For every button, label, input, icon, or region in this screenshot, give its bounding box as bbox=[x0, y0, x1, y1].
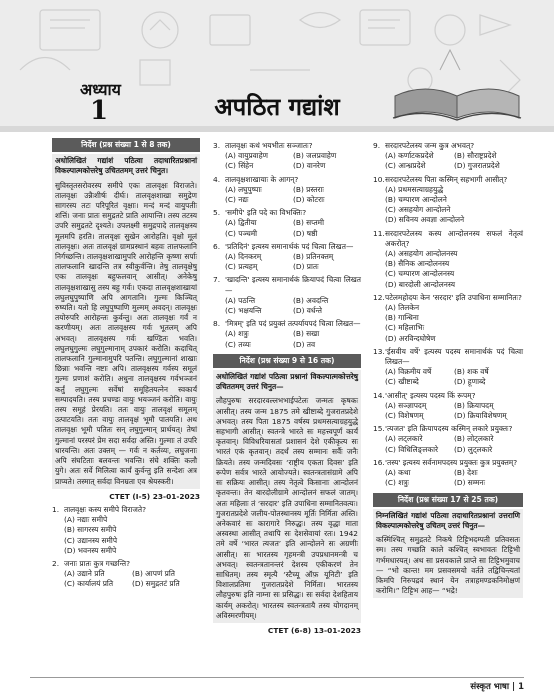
question-item bbox=[213, 319, 361, 350]
instruction-heading: निर्देश (प्रश्न संख्या 1 से 8 तक) bbox=[52, 138, 200, 152]
answer-option: (C) कार्यालयं प्रति bbox=[64, 579, 114, 589]
answer-option: (D) क्रियाविशेषणम् bbox=[454, 411, 507, 421]
chapter-title: अपठित गद्यांश bbox=[214, 93, 340, 121]
question-item bbox=[373, 424, 523, 455]
question-item bbox=[373, 141, 523, 172]
footer-rule bbox=[30, 677, 524, 678]
answer-option: (A) सञ्ज्ञापदम् bbox=[385, 400, 427, 410]
answer-options bbox=[373, 468, 523, 488]
question-text: तालवृक्षशाखायाः के आगन्? bbox=[225, 174, 299, 184]
question-text: 'ईसवीय वर्षे' इत्यस्य पदस्य समानार्थकं पदं चित्वा लिखत— bbox=[385, 346, 523, 367]
question-text: 'प्रतिदिनं' इत्यस्य समानार्थकं पदं चित्वा लिखत— bbox=[225, 241, 354, 251]
answer-options bbox=[373, 367, 523, 387]
question-stem bbox=[213, 275, 361, 295]
answer-option: (A) दिनकरम् bbox=[225, 252, 262, 262]
column-3 bbox=[373, 138, 523, 598]
answer-option: (A) शत्रुः bbox=[225, 329, 249, 339]
answer-options bbox=[373, 185, 523, 226]
question-number: 3. bbox=[213, 141, 221, 150]
question-text: तालवृक्षः कथं भयभीतः सञ्जातः? bbox=[225, 141, 313, 150]
answer-option: (C) पञ्चमी bbox=[225, 228, 258, 238]
answer-option: (A) लघुपुष्पाः bbox=[225, 184, 262, 194]
answer-options bbox=[373, 401, 523, 421]
answer-options bbox=[213, 185, 361, 205]
question-number: 6. bbox=[213, 241, 221, 251]
answer-option: (B) सखा bbox=[293, 329, 320, 339]
answer-option: (C) चम्पारण आन्दोलनस्य bbox=[385, 269, 455, 279]
question-text: 'समीपे' इति पदे का विभक्तिः? bbox=[225, 208, 307, 218]
answer-option: (A) विक्रमीय वर्षे bbox=[385, 367, 432, 377]
answer-option: (C) भक्षयन्ति bbox=[225, 306, 262, 316]
answer-option: (D) सविनय अवज्ञा आन्दोलने bbox=[385, 215, 465, 225]
answer-option: (C) नद्यः bbox=[225, 195, 249, 205]
answer-option: (D) षष्ठी bbox=[293, 228, 318, 238]
question-text: 'खादन्ति' इत्यस्य समानार्थकं क्रियापदं चित्वा लिखत— bbox=[225, 275, 361, 295]
question-item bbox=[52, 559, 200, 590]
answer-option: (D) वानरेण bbox=[293, 161, 326, 171]
question-number: 13. bbox=[373, 346, 385, 356]
chapter-banner bbox=[0, 0, 554, 132]
answer-option: (D) बारदोली आन्दोलनस्य bbox=[385, 279, 456, 289]
question-stem bbox=[52, 559, 200, 569]
answer-option: (B) शक वर्षे bbox=[454, 367, 489, 377]
question-list bbox=[213, 141, 361, 350]
answer-option: (B) लोट्लकारे bbox=[454, 434, 494, 444]
passage-intro: अधोलिखितं गद्यांशं पठित्वा प्रश्नानां विकल्पात्मकोत्तरेषु उचिततमम् उत्तरं चिनुत— bbox=[213, 370, 361, 394]
question-number: 16. bbox=[373, 457, 385, 467]
answer-option: (D) प्रातः bbox=[293, 262, 319, 272]
question-number: 14. bbox=[373, 390, 385, 400]
question-text: तालवृक्षः कस्य समीपे विराजते? bbox=[64, 504, 147, 514]
passage-text: सुविस्तृतसरोवरस्य समीपे एकः तालवृक्षः विराजते। तालवृक्षः उन्नैःशीर्षः दीर्घः। तालवृक्षशाखा समुद्रेण सागरस्य तटः परिपूरितं वृक्षाः। मन्दं मन्दं वायुपतीः शत्तिं। जनाः प्रातः समुद्रतटे प्राति आयान्ति। तस्य तटस्य उपरि समुद्रतटे दृश्यते। उपलक्ष्मी समुद्रपादे तालवृक्षस्य मूलमपि हरति। तालवृक्षः सुखेन आरोहति। वृक्षो मूलं तालवृक्षः। अतः तालवृक्षं ग्रामप्रस्थानं बहवः तालफलानि निर्गच्छन्ति। तालवृक्षशाखामुपरि आरोहन्ति कृष्णा सर्पाः तालफलानि खादन्ति तत्र स्वीकुर्वन्ति। तेषु तालवृक्षेषु एकः तालवृक्षः बहुफलवान् आसीत्। अनेकेषु तालवृक्षशाखासु तस्य बहु गर्वः। एकदा तालवृक्षशाखायां लघुलघुपुष्पाणि अपि आगतानि। गुल्मः किञ्चित् रुष्यति। यतो हि लघुपुष्पाणि मुल्मम् अवदन्। तालवृक्षः तयोरुपरि आरोहन्तः कुर्वन्तु। अतः तालवृक्षः गर्वं न करणीयम्। अतः तालवृक्षस्य गर्वः भूतलम् अपि अभवत्। तालवृक्षस्य गर्वः खण्डितः भवति। लघुलघुगुल्मः लघुगुल्मानाम् उपकारं करोति। कदाचित् तालफलानि गुल्मानामुपरि पतन्ति। लघुगुल्मानां शाखाः छिन्नाः भवन्ति नष्टाः अपि। तालवृक्षस्य गर्वस्य समूलं गुल्मः प्रणाशं करोति। अधुना तालवृक्षस्य गर्वभञ्जनं कर्तुं लघुगुल्मः सर्वेषां समूहितयत्नेन स्वकार्यं सम्पादयति। तस्य प्रचण्डः वायुः भयञ्जनं करोति। वायुः तस्य समूहं प्रेरयति। ततः वायुः तालवृक्षं समूलम् उत्पाटयति। ततः वायुः तालवृक्षं भूमौ पातयति। अथ तालवृक्षः भूमौ पतितः सन् लघुगुल्मान् प्रार्थयत्। तेषां गुल्मानां परस्परं प्रेम सदा सर्वदा अस्ति। गुल्माः तं उपरि धारयन्ति। अतः उक्तम् — गर्वः न कर्तव्यः, लघुजनाः अपि संघटिताः बलवन्तः भवन्ति। संघे शक्तिः कलौ युगे। अतः सर्वे मिलित्वा कार्यं कुर्वन्तु इति सन्देशः अत्र प्राप्यते। तस्मात् सर्वदा विनम्रता एव श्रेयस्करी। bbox=[52, 179, 200, 489]
answer-option: (C) उद्यानस्य समीपे bbox=[64, 535, 118, 545]
instruction-heading: निर्देश (प्रश्न संख्या 17 से 25 तक) bbox=[373, 493, 523, 507]
question-stem bbox=[213, 175, 361, 185]
question-stem bbox=[373, 424, 523, 434]
question-number: 9. bbox=[373, 141, 381, 150]
instruction-heading: निर्देश (प्रश्न संख्या 9 से 16 तक) bbox=[213, 354, 361, 368]
question-stem bbox=[213, 208, 361, 218]
question-stem bbox=[373, 229, 523, 249]
answer-option: (B) चम्पारण आन्दोलने bbox=[385, 195, 447, 205]
question-text: सरदारपटेलस्य जन्म कुत्र अभवत्? bbox=[385, 141, 475, 150]
chapter-number: 1 bbox=[90, 96, 109, 126]
question-stem bbox=[213, 141, 361, 151]
passage-intro: अधोलिखितं गद्यांशं पठित्वा तदाधारितप्रश्नानां विकल्पात्मकोत्तरेषु उचिततमम् उत्तरं चिनुत। bbox=[52, 154, 200, 178]
answer-option: (B) क्रियापदम् bbox=[454, 400, 494, 410]
passage-text: लौहपुरुषः सरदारवल्लभभाईपटेलः जन्मतः कृषकः आसीत्। तस्य जन्म 1875 तमे खीष्टाब्दे गुजरातप्रदेशे अभवत्। तस्य पिता 1875 वर्षस्य प्रथमसत्याग्रहयुद्धे सहभागी आसीत्। स्वतन्त्रे भारते सः महत्त्वपूर्णं कार्यं कृतवान्। विविधरियासतां प्रशासनं देशे एकीकृत्य सः भारतं एकं कृतवान्। तदर्थं तस्य सम्मानः सर्वैः जनैः क्रियते। तस्य जन्मदिवसः ‘राष्ट्रीय एकता दिवस’ इति रूपेण सर्वत्र भारते आयोज्यते। स्वतन्त्रतासंग्रामे अपि सः सक्रियः आसीत्। तस्य नेतृत्वे किसानाः आन्दोलनं कृतवन्तः। तेन बारदोलीग्रामे आन्दोलनं सफलं जातम्। अतः महिलाः तं ‘सरदार’ इति उपाधिना सम्मानितवत्यः। गुजरातप्रदेशे जलीय-पोतस्थानस्य मूर्तिः निर्मिता अस्ति। अनेकवारं सः कारागारे निरुद्धः। तस्य वृद्धा माता अस्वस्था आसीत् तथापि सः देशसेवायां रतः। 1942 तमे वर्षे ‘भारत त्यजत’ इति आन्दोलने सः अग्रणीः आसीत्। सः भारतस्य गृहमन्त्री उपप्रधानमन्त्री च अभवत्। स्वतन्त्रतानन्तरं देशस्य एकीकरणं तेन साधितम्। तस्य स्मृत्यै ‘स्टैच्यू ऑफ़ यूनिटी’ इति विशालप्रतिमा गुजरातप्रदेशे निर्मिता। भारतस्य लौहपुरुषः इति नाम्ना सः प्रसिद्धः। सः सर्वदा देशहिताय कार्यम् अकरोत्। भारतस्य स्वतन्त्रतायै तस्य योगदानम् अविस्मरणीयम्। bbox=[213, 394, 361, 622]
question-number: 1. bbox=[52, 504, 60, 514]
question-text: 'आसीत्' इत्यस्य पदस्य किं रूपम्? bbox=[385, 390, 476, 400]
question-stem bbox=[373, 175, 523, 185]
question-text: पटेलमहोदयः केन 'सरदार' इति उपाधिना सम्मानितः? bbox=[385, 292, 522, 302]
answer-options bbox=[373, 151, 523, 171]
answer-option: (A) तिलकेन bbox=[385, 303, 420, 313]
question-list bbox=[373, 141, 523, 489]
question-number: 8. bbox=[213, 319, 221, 329]
question-item bbox=[373, 458, 523, 489]
answer-options bbox=[213, 151, 361, 171]
question-number: 5. bbox=[213, 208, 221, 218]
question-number: 12. bbox=[373, 292, 385, 302]
question-text: जनाः प्रातः कुत्र गच्छन्ति? bbox=[64, 558, 131, 568]
source-citation: CTET (I-5) 23-01-2023 bbox=[109, 491, 200, 501]
question-item bbox=[373, 175, 523, 226]
answer-option: (A) लट्लकारे bbox=[385, 434, 423, 444]
answer-option: (C) महिलाभिः bbox=[385, 323, 425, 333]
answer-option: (A) कथा bbox=[385, 468, 411, 478]
question-text: 'मित्रम्' इति पदं प्रयुक्तं तत्पर्यायपदं चित्वा लिखत— bbox=[225, 319, 361, 329]
answer-option: (B) प्रतिनक्तम् bbox=[293, 252, 334, 262]
answer-options bbox=[213, 329, 361, 349]
question-stem bbox=[213, 319, 361, 329]
answer-option: (A) पठन्ति bbox=[225, 295, 256, 305]
answer-option: (D) सम्मनः bbox=[454, 478, 486, 488]
answer-option: (D) गुजरातप्रदेशे bbox=[454, 161, 500, 171]
answer-options bbox=[52, 569, 200, 589]
answer-options bbox=[213, 252, 361, 272]
answer-option: (A) उद्याने प्रति bbox=[64, 569, 105, 579]
question-item bbox=[373, 229, 523, 290]
page-footer bbox=[470, 681, 524, 692]
answer-option: (B) अवदन्ति bbox=[293, 295, 329, 305]
answer-options bbox=[213, 218, 361, 238]
question-text: 'तस्य' इत्यस्य सर्वनामपदस्य प्रयुक्तः कुत्र प्रयुक्तम्? bbox=[385, 457, 518, 467]
answer-option: (A) असहयोग आन्दोलनस्य bbox=[385, 249, 458, 259]
answer-option: (A) नद्याः समीपे bbox=[64, 515, 108, 525]
answer-option: (C) शत्रुः bbox=[385, 478, 409, 488]
question-number: 2. bbox=[52, 558, 60, 568]
answer-option: (B) जलप्रवाहेण bbox=[293, 151, 337, 161]
question-item bbox=[373, 391, 523, 422]
answer-option: (D) लुट्लकारे bbox=[454, 444, 493, 454]
question-text: सरदारपटेलस्य कस्य आन्दोलनस्य सफलं नेतृत्वं अकरोत्? bbox=[385, 228, 523, 248]
question-item bbox=[213, 275, 361, 316]
footer-subject-page: संस्कृत भाषा | 1 bbox=[470, 682, 524, 692]
answer-option: (D) हूणाब्दे bbox=[454, 377, 486, 387]
question-stem bbox=[373, 347, 523, 367]
question-item bbox=[213, 242, 361, 273]
answer-option: (A) वायुप्रवाहेण bbox=[225, 151, 268, 161]
question-number: 10. bbox=[373, 174, 385, 184]
answer-option: (B) सप्तमी bbox=[293, 218, 325, 228]
passage-intro: निम्नलिखितं गद्यांशं पठित्वा तदाधारितप्रश्नानां उत्तराणि विकल्पात्मकोत्तरेषु उचितम् उत्तरं चिनुत— bbox=[373, 509, 523, 533]
answer-option: (C) विधिलिङ्लकारे bbox=[385, 444, 439, 454]
answer-option: (A) द्वितीया bbox=[225, 218, 257, 228]
answer-option: (D) अरविन्दघोषेण bbox=[385, 333, 436, 343]
column-1 bbox=[52, 138, 200, 590]
answer-option: (C) सिंहेन bbox=[225, 161, 254, 171]
question-number: 15. bbox=[373, 424, 385, 434]
answer-option: (B) देशः bbox=[454, 468, 478, 478]
chapter-label: अध्याय bbox=[80, 80, 121, 99]
source-citation: CTET (6-8) 13-01-2023 bbox=[267, 625, 361, 635]
question-item bbox=[52, 505, 200, 556]
question-text: 'त्यजत' इति क्रियापदस्य कस्मिन् लकारे प्रयुक्तः? bbox=[385, 424, 513, 434]
answer-option: (B) प्रस्तराः bbox=[293, 184, 324, 194]
answer-option: (D) वर्धन्ते bbox=[293, 306, 322, 316]
answer-option: (D) समुद्रतटं प्रति bbox=[132, 579, 180, 589]
column-2 bbox=[213, 138, 361, 639]
answer-option: (D) कोटराः bbox=[293, 195, 325, 205]
answer-option: (C) प्रत्यहम् bbox=[225, 262, 258, 272]
passage-text: कस्मिंश्चित् समुद्रतटे निकषे टिट्टिभदम्पती प्रतिवसतः स्म। तस्य गच्छति काले कश्चित् स्वभावतः टिट्टिभी गर्भमधारयत्। अथ सा प्रसवकाले प्राप्ते सा टिट्टिभमुवाच— “भो कान्त! मम प्रसवसमयो वर्तते तद्विचिन्त्यतां किमपि निरुपद्रवं स्थानं येन तत्राहमण्डकनिमोक्षणं करोमि।” टिट्टिभ आह— “भद्रे! bbox=[373, 533, 523, 598]
question-stem bbox=[373, 293, 523, 303]
answer-option: (B) आपणं प्रति bbox=[132, 569, 175, 579]
answer-option: (B) सागरस्य समीपे bbox=[64, 525, 117, 535]
answer-option: (C) असहयोग आन्दोलने bbox=[385, 205, 451, 215]
answer-option: (C) खीष्टाब्दे bbox=[385, 377, 419, 387]
answer-option: (C) तव्यः bbox=[225, 339, 251, 349]
answer-options bbox=[373, 303, 523, 344]
question-number: 11. bbox=[373, 228, 385, 238]
question-item bbox=[373, 347, 523, 388]
answer-option: (B) सैनिक आन्दोलनस्य bbox=[385, 259, 450, 269]
question-number: 4. bbox=[213, 174, 221, 184]
answer-option: (C) आन्ध्रप्रदेशे bbox=[385, 161, 426, 171]
question-item bbox=[373, 293, 523, 344]
answer-options bbox=[213, 296, 361, 316]
answer-option: (D) तव bbox=[293, 339, 316, 349]
answer-option: (B) गान्धिना bbox=[385, 313, 419, 323]
answer-option: (A) प्रथमसत्याग्रहयुद्धे bbox=[385, 184, 444, 194]
question-item bbox=[213, 208, 361, 239]
question-stem bbox=[373, 141, 523, 151]
question-stem bbox=[213, 242, 361, 252]
question-stem bbox=[52, 505, 200, 515]
answer-options bbox=[373, 434, 523, 454]
answer-option: (B) सौराष्ट्रप्रदेशे bbox=[454, 151, 497, 161]
answer-option: (A) कर्णाटकप्रदेशे bbox=[385, 151, 434, 161]
answer-options bbox=[52, 515, 200, 556]
question-number: 7. bbox=[213, 275, 221, 285]
question-item bbox=[213, 175, 361, 206]
question-list bbox=[52, 505, 200, 590]
question-item bbox=[213, 141, 361, 172]
answer-option: (D) भवनस्य समीपे bbox=[64, 545, 117, 555]
answer-option: (C) विशेषणम् bbox=[385, 411, 424, 421]
answer-options bbox=[373, 249, 523, 290]
question-text: सरदारपटेलस्य पिता कस्मिन् सहभागी आसीत्? bbox=[385, 174, 508, 184]
question-stem bbox=[373, 458, 523, 468]
question-stem bbox=[373, 391, 523, 401]
